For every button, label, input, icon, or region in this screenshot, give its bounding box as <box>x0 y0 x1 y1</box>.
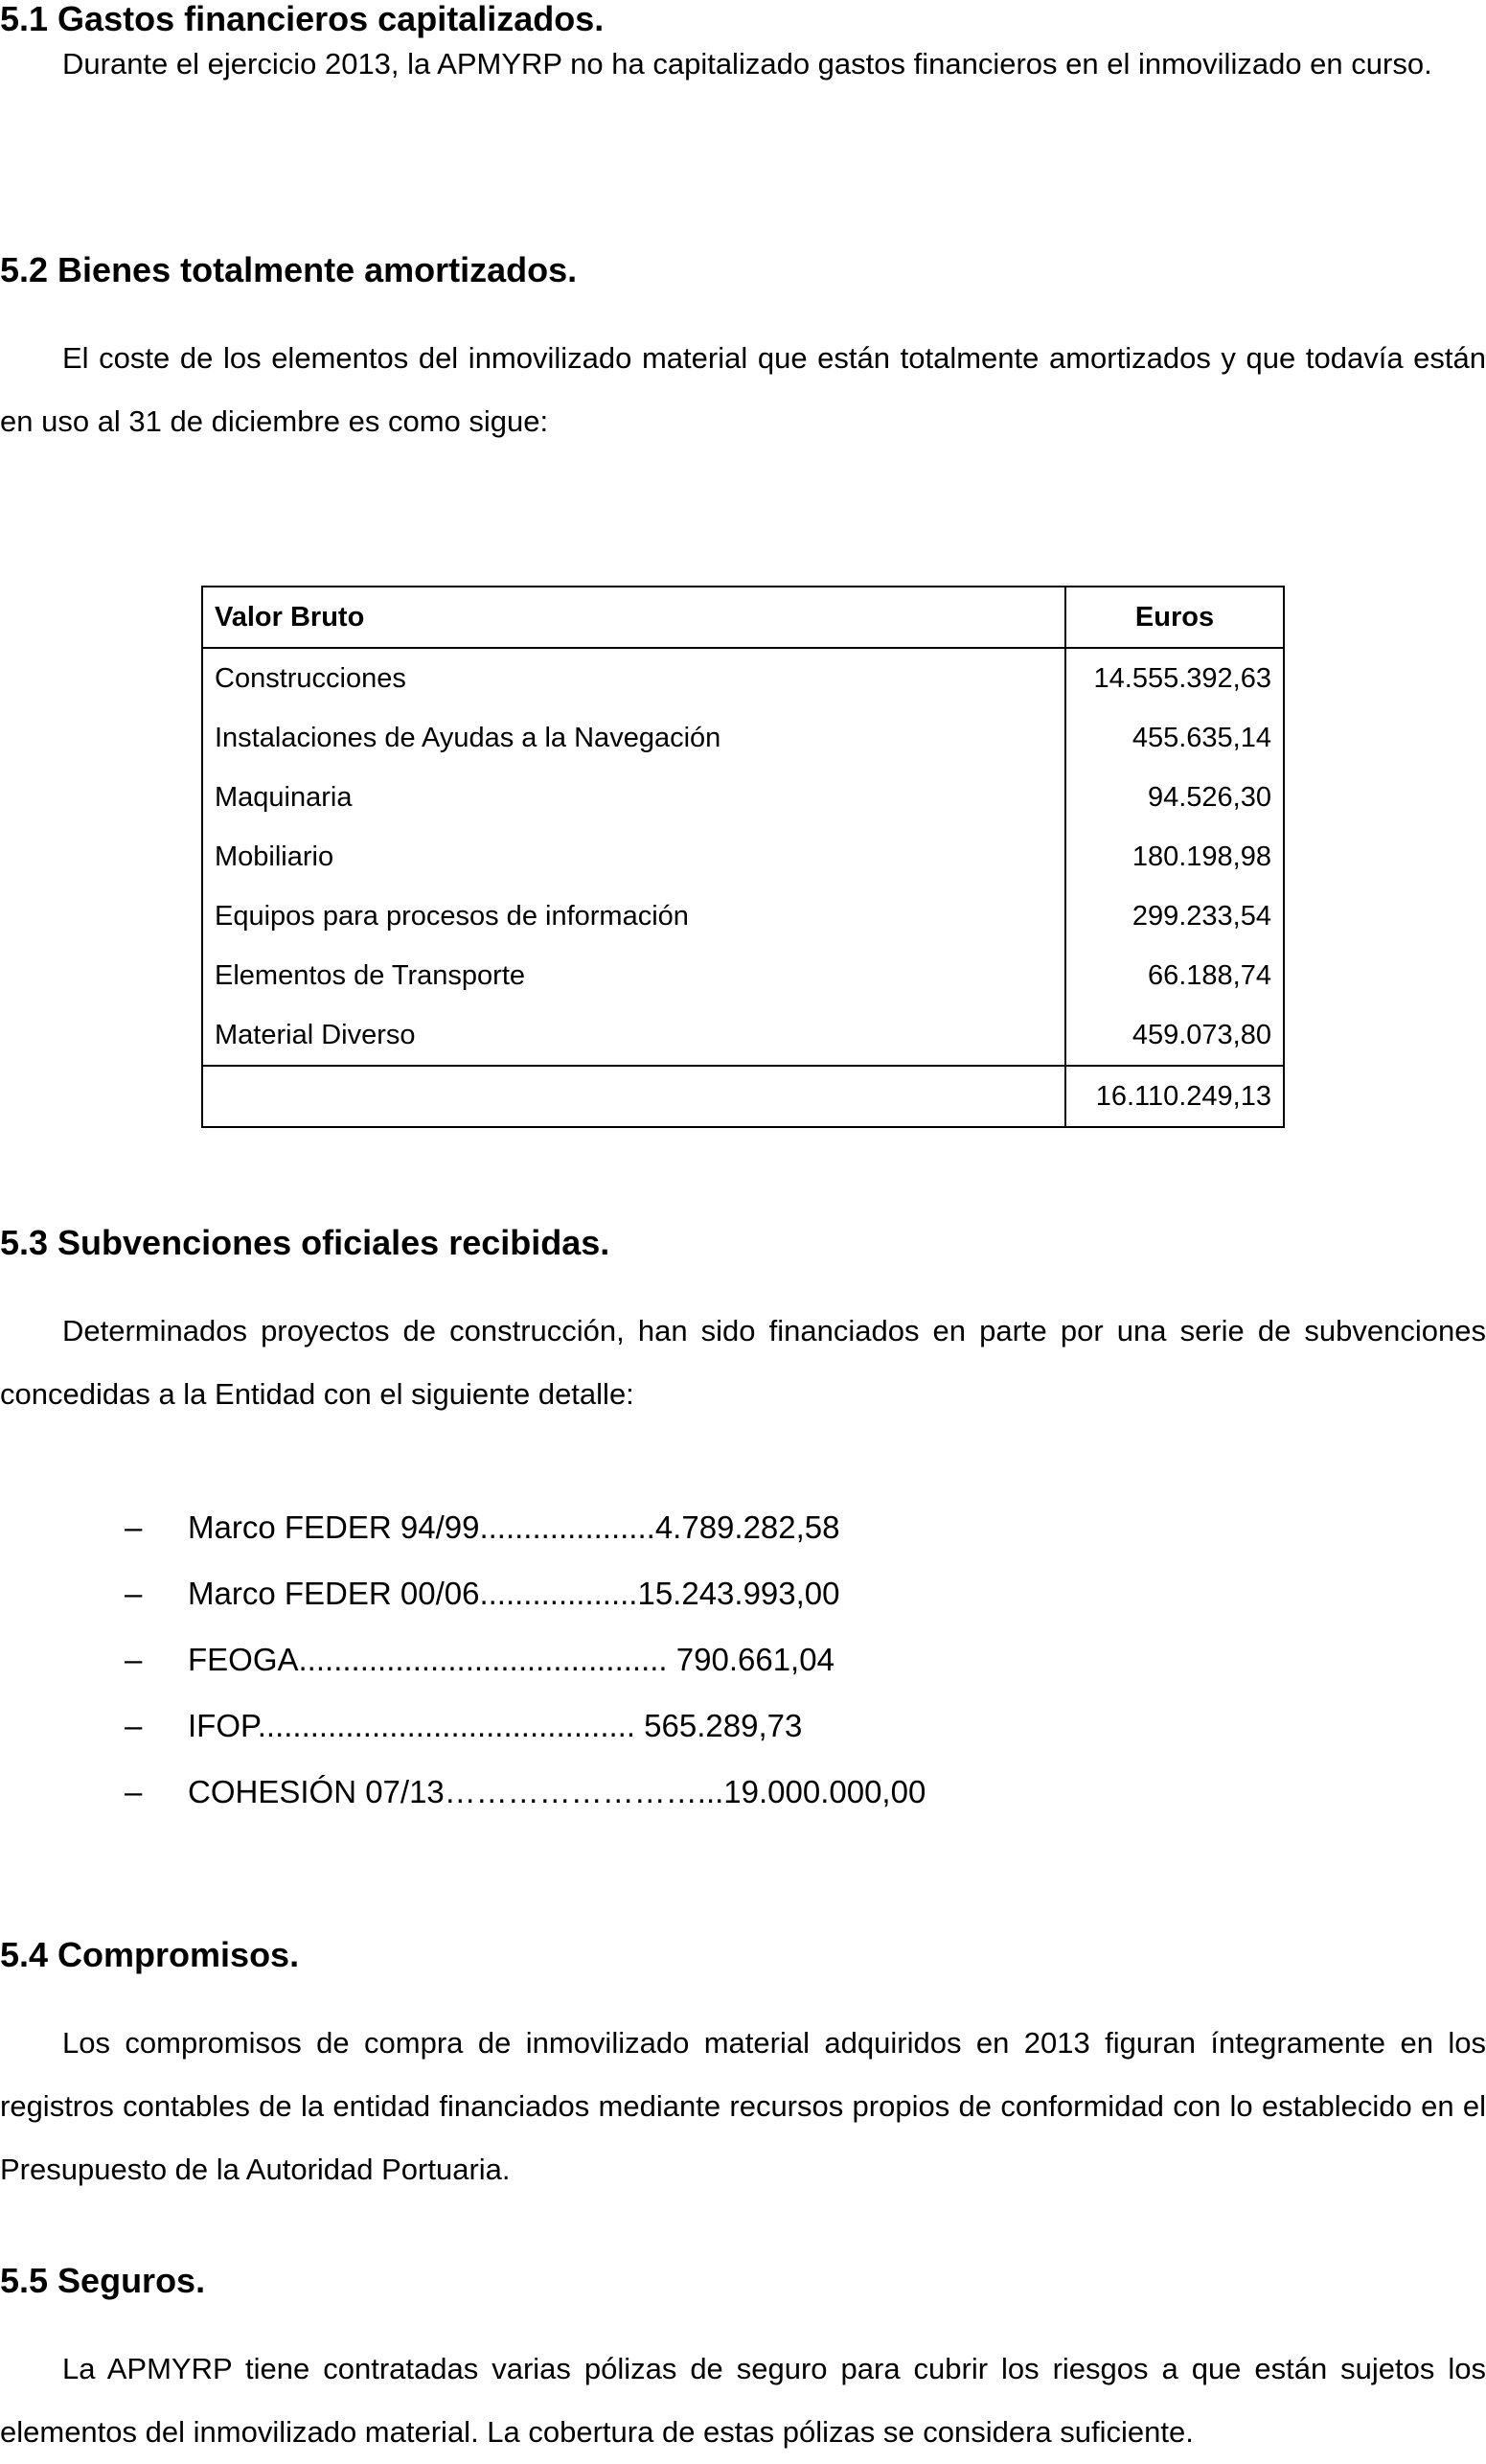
dash-bullet: – <box>125 1774 143 1809</box>
section-5-3-heading: 5.3 Subvenciones oficiales recibidas. <box>0 1223 610 1262</box>
row-label: Mobiliario <box>202 827 1065 887</box>
section-5-3-paragraph: Determinados proyectos de construcción, han sido financiados en parte por una serie de subvenciones concedidas a la Entidad con el siguiente detalle: <box>0 1314 1486 1411</box>
dash-bullet: – <box>125 1708 143 1743</box>
total-value: 16.110.249,13 <box>1065 1066 1284 1127</box>
row-label: Material Diverso <box>202 1005 1065 1066</box>
total-label-cell <box>202 1066 1065 1127</box>
row-value: 180.198,98 <box>1065 827 1284 887</box>
table-row <box>202 827 1284 887</box>
row-label: Maquinaria <box>202 768 1065 827</box>
row-value: 459.073,80 <box>1065 1005 1284 1066</box>
dash-bullet: – <box>125 1509 143 1545</box>
section-5-1-heading: 5.1 Gastos financieros capitalizados. <box>0 0 605 38</box>
subsidies-list <box>0 1494 926 1825</box>
row-label: Equipos para procesos de información <box>202 887 1065 946</box>
table-total-row <box>202 1066 1284 1127</box>
table-row <box>202 768 1284 827</box>
row-label: Elementos de Transporte <box>202 946 1065 1005</box>
section-5-4-heading: 5.4 Compromisos. <box>0 1935 300 1974</box>
dash-bullet: – <box>125 1642 143 1677</box>
table-header-label: Valor Bruto <box>202 587 1065 648</box>
table-row <box>202 946 1284 1005</box>
row-value: 455.635,14 <box>1065 708 1284 768</box>
row-label: Construcciones <box>202 648 1065 708</box>
section-5-5-heading: 5.5 Seguros. <box>0 2261 206 2300</box>
list-item-text: COHESIÓN 07/13……………………...19.000.000,00 <box>188 1774 926 1809</box>
dash-bullet: – <box>125 1576 143 1611</box>
section-5-1-paragraph: Durante el ejercicio 2013, la APMYRP no ha capitalizado gastos financieros en el inmovilizado en curso. <box>62 47 1432 81</box>
list-item <box>0 1693 926 1759</box>
list-item <box>0 1560 926 1626</box>
list-item <box>0 1626 926 1693</box>
row-value: 14.555.392,63 <box>1065 648 1284 708</box>
list-item-text: IFOP........................................... 565.289,73 <box>188 1708 803 1743</box>
list-item-text: Marco FEDER 94/99....................4.789.282,58 <box>188 1509 840 1545</box>
list-item <box>0 1494 926 1560</box>
section-5-5-paragraph: La APMYRP tiene contratadas varias pólizas de seguro para cubrir los riesgos a que están sujetos los elementos del inmovilizado material. La cobertura de estas pólizas se considera suficiente. <box>0 2352 1486 2449</box>
table-row <box>202 648 1284 708</box>
table-header-row <box>202 587 1284 648</box>
table-row <box>202 708 1284 768</box>
section-5-2-paragraph: El coste de los elementos del inmovilizado material que están totalmente amortizados y que todavía están en uso al 31 de diciembre es como sigue: <box>0 341 1486 438</box>
row-value: 299.233,54 <box>1065 887 1284 946</box>
table-row <box>202 887 1284 946</box>
row-value: 94.526,30 <box>1065 768 1284 827</box>
fully-amortized-assets-table <box>201 586 1285 1128</box>
section-5-2-heading: 5.2 Bienes totalmente amortizados. <box>0 250 578 289</box>
section-5-4-paragraph: Los compromisos de compra de inmovilizado material adquiridos en 2013 figuran íntegramente en los registros contables de la entidad financiados mediante recursos propios de conformidad con lo establecido en el Presupuesto de la Autoridad Portuaria. <box>0 2026 1486 2186</box>
table-header-value: Euros <box>1065 587 1284 648</box>
list-item-text: FEOGA.......................................... 790.661,04 <box>188 1642 834 1677</box>
table-row <box>202 1005 1284 1066</box>
list-item-text: Marco FEDER 00/06..................15.243.993,00 <box>188 1576 840 1611</box>
list-item <box>0 1759 926 1825</box>
row-label: Instalaciones de Ayudas a la Navegación <box>202 708 1065 768</box>
row-value: 66.188,74 <box>1065 946 1284 1005</box>
